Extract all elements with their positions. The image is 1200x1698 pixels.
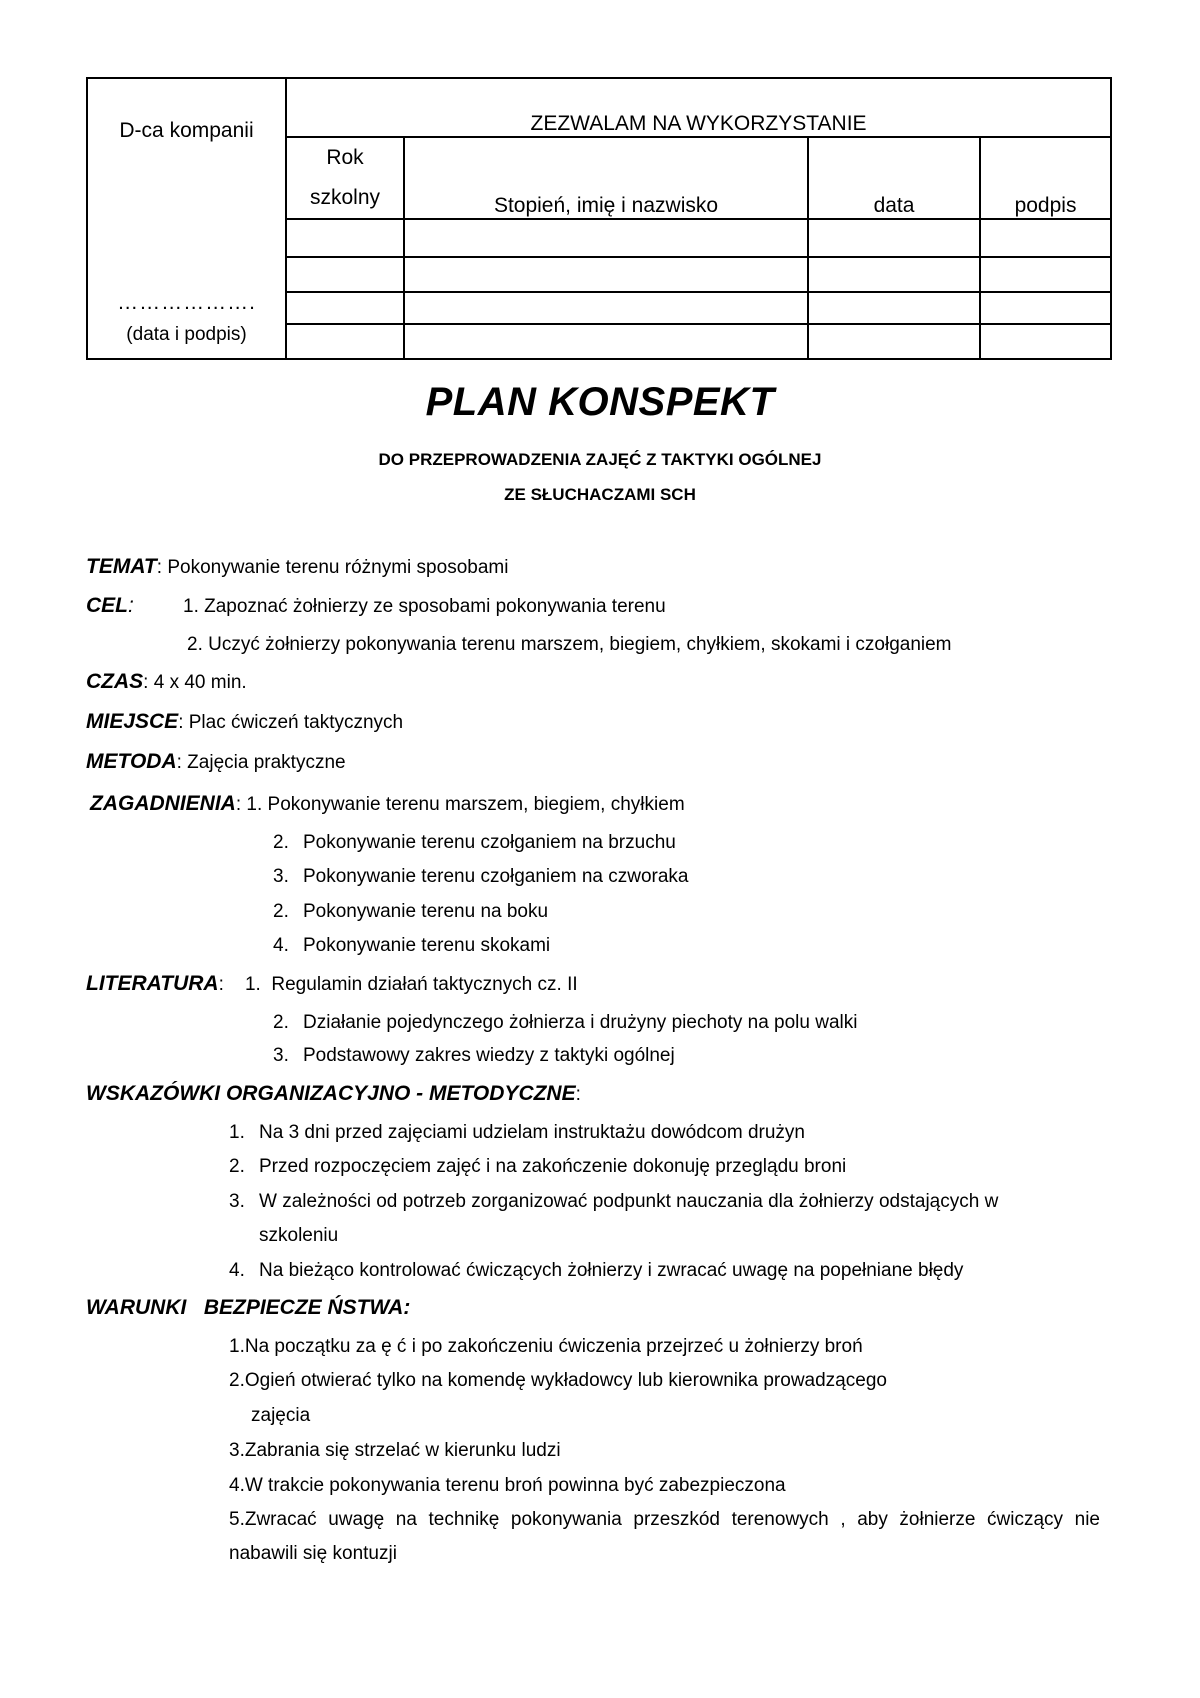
literatura-label: LITERATURA: [86, 972, 219, 995]
zagadnienia-line: [90, 792, 685, 816]
cel-colon: :: [128, 594, 134, 617]
list-item: 2. Pokonywanie terenu na boku: [273, 901, 549, 922]
list-item: 4. Na bieżąco kontrolować ćwiczących żołnierzy i zwracać uwagę na popełniane błędy: [229, 1260, 964, 1281]
signature-dots: ……………….: [117, 291, 256, 314]
list-item: 1. Na 3 dni przed zajęciami udzielam instruktażu dowódcom drużyn: [229, 1122, 805, 1143]
metoda-text: : Zajęcia praktyczne: [176, 752, 346, 773]
list-item: 3. Podstawowy zakres wiedzy z taktyki ogólnej: [273, 1045, 675, 1066]
czas-line: [86, 670, 247, 694]
page-title: PLAN KONSPEKT: [425, 380, 775, 424]
list-item: 4.W trakcie pokonywania terenu broń powinna być zabezpieczona: [229, 1475, 786, 1496]
signature-note: (data i podpis): [126, 324, 247, 345]
list-item: 2. Pokonywanie terenu czołganiem na brzuchu: [273, 832, 676, 853]
literatura-line: [86, 972, 578, 996]
list-item: 3. W zależności od potrzeb zorganizować podpunkt nauczania dla żołnierzy odstających w: [229, 1191, 999, 1212]
list-item: 2.Ogień otwierać tylko na komendę wykładowcy lub kierownika prowadzącego: [229, 1370, 887, 1391]
temat-line: [86, 555, 508, 579]
list-item: 3. Pokonywanie terenu czołganiem na czworaka: [273, 866, 689, 887]
miejsce-line: [86, 710, 403, 734]
col-date: data: [808, 137, 980, 219]
temat-text: : Pokonywanie terenu różnymi sposobami: [156, 557, 509, 578]
col-name: Stopień, imię i nazwisko: [404, 137, 808, 219]
czas-text: : 4 x 40 min.: [143, 672, 247, 693]
list-item: 5.Zwracać uwagę na technikę pokonywania przeszkód terenowych , aby żołnierze ćwiczący nie nabawili się kontuzji: [229, 1509, 1100, 1564]
commander-cell: [87, 78, 286, 359]
warunki-line: [86, 1296, 410, 1320]
list-item: 2. Działanie pojedynczego żołnierza i drużyny piechoty na polu walki: [273, 1012, 858, 1033]
subtitle-2: ZE SŁUCHACZAMI SCH: [504, 485, 696, 504]
wskazowki-colon: :: [575, 1084, 581, 1105]
col-year-line1: Rok: [326, 146, 364, 169]
miejsce-label: MIEJSCE: [86, 710, 179, 733]
wskazowki-line: [86, 1082, 581, 1106]
temat-label: TEMAT: [86, 555, 157, 578]
col-school-year: [286, 137, 404, 219]
metoda-label: METODA: [86, 750, 177, 773]
cel-label-line: [86, 594, 134, 618]
approval-title: ZEZWALAM NA WYKORZYSTANIE: [286, 78, 1111, 137]
wskazowki-label: WSKAZÓWKI ORGANIZACYJNO - METODYCZNE: [86, 1082, 576, 1105]
zagadnienia-label: ZAGADNIENIA: [90, 792, 236, 815]
list-item: szkoleniu: [259, 1225, 339, 1246]
list-item: 3.Zabrania się strzelać w kierunku ludzi: [229, 1440, 561, 1461]
commander-label: D-ca kompanii: [119, 119, 254, 142]
cel-item-1: 1. Zapoznać żołnierzy ze sposobami pokonywania terenu: [183, 596, 666, 617]
list-item: zajęcia: [251, 1405, 311, 1426]
warunki-label: WARUNKI BEZPIECZE ŃSTWA:: [86, 1296, 411, 1319]
czas-label: CZAS: [86, 670, 144, 693]
col-year-line2: szkolny: [309, 186, 381, 209]
subtitle-1: DO PRZEPROWADZENIA ZAJĘĆ Z TAKTYKI OGÓLNEJ: [378, 450, 822, 469]
literatura-first: : 1. Regulamin działań taktycznych cz. II: [218, 974, 578, 995]
list-item: 1.Na początku za ę ć i po zakończeniu ćwiczenia przejrzeć u żołnierzy broń: [229, 1336, 863, 1357]
cel-item-2: 2. Uczyć żołnierzy pokonywania terenu marszem, biegiem, chyłkiem, skokami i czołganiem: [187, 634, 952, 655]
metoda-line: [86, 750, 346, 774]
cel-label: CEL: [86, 594, 128, 617]
col-signature: podpis: [980, 137, 1111, 219]
miejsce-text: : Plac ćwiczeń taktycznych: [178, 712, 404, 733]
list-item: 4. Pokonywanie terenu skokami: [273, 935, 551, 956]
list-item: 2. Przed rozpoczęciem zajęć i na zakończenie dokonuję przeglądu broni: [229, 1156, 847, 1177]
approval-table: [86, 77, 1112, 360]
zagadnienia-first: : 1. Pokonywanie terenu marszem, biegiem, chyłkiem: [235, 794, 685, 815]
